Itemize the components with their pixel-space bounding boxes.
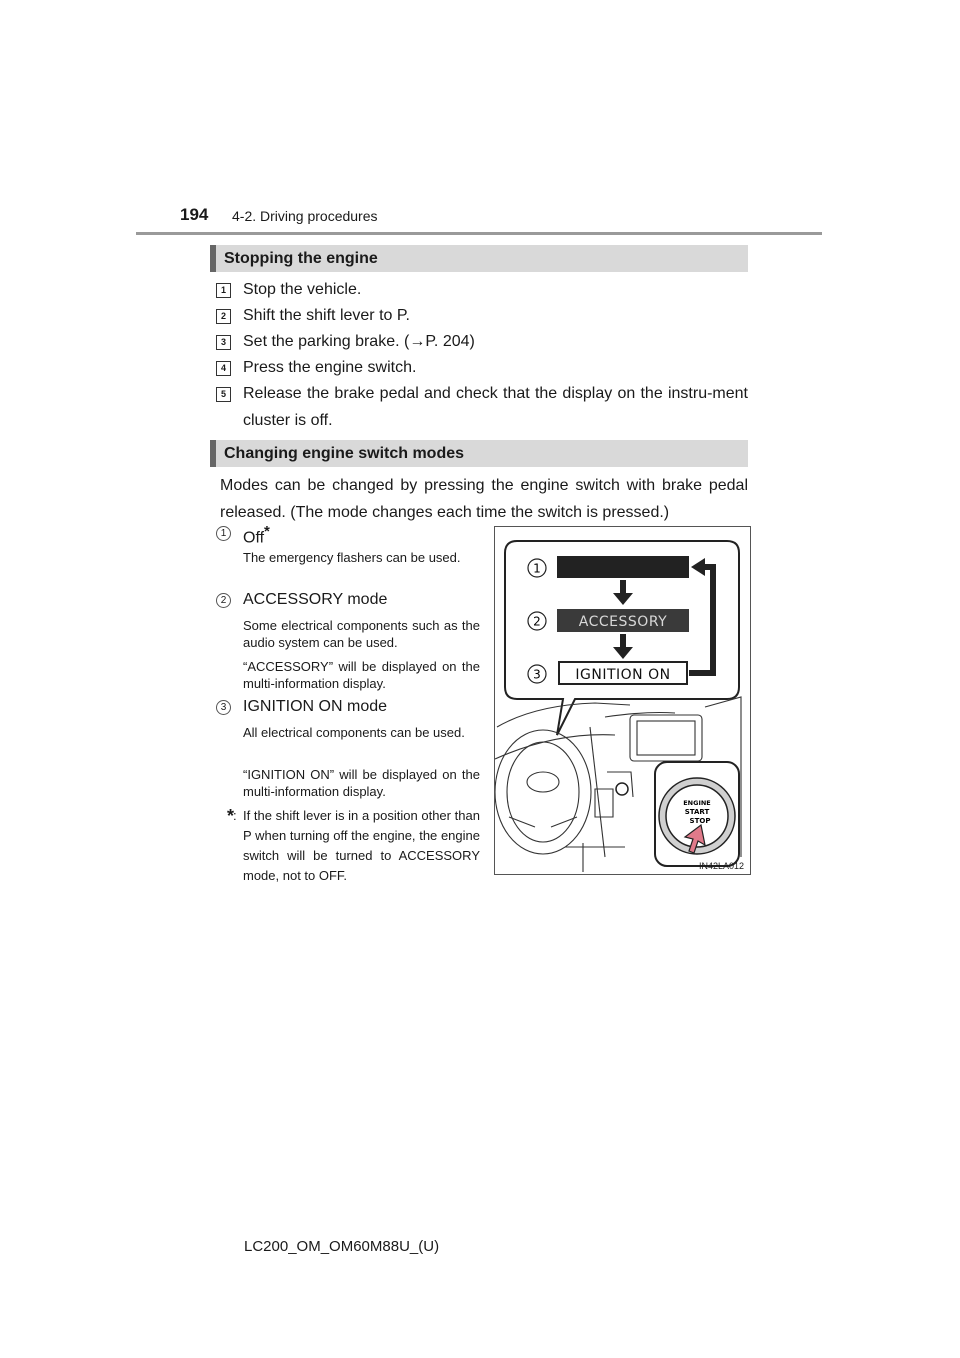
mode-description: Some electrical components such as the audio system can be used.: [243, 618, 480, 650]
header-divider: [136, 232, 822, 235]
callout-2: 2: [533, 614, 541, 629]
footnote-text: : If the shift lever is in a position other than P when turning off the engine, the engine switch will be turned to ACCESSORY mode, not to OFF.: [233, 808, 480, 883]
dashboard-drawing: [495, 527, 750, 874]
document-code: LC200_OM_OM60M88U_(U): [244, 1238, 440, 1255]
mode-title: [243, 523, 270, 547]
section-heading-modes: Changing engine switch modes: [210, 440, 748, 467]
figure-code: IN42LA012: [698, 861, 744, 871]
footnote-mark: *: [264, 523, 270, 540]
display-ignition-label: IGNITION ON: [575, 667, 671, 683]
mode-description: The emergency flashers can be used.: [243, 550, 461, 565]
footnote-body: If the shift lever is in a position other than P when turning off the engine, the engine switch will be turned to ACCESSORY mode, not to OFF.: [243, 808, 480, 883]
step-number: 4: [216, 361, 231, 376]
page-number: 194: [180, 205, 209, 224]
mode-number: 3: [216, 700, 231, 715]
mode-number: 2: [216, 593, 231, 608]
button-label-line: STOP: [689, 817, 711, 825]
callout-1: 1: [533, 561, 541, 576]
step-text: Press the engine switch.: [243, 359, 417, 376]
button-label-line: START: [684, 808, 710, 816]
mode-title: ACCESSORY mode: [243, 591, 388, 608]
button-label-line: ENGINE: [683, 799, 711, 807]
mode-number: 1: [216, 526, 231, 541]
modes-intro: Modes can be changed by pressing the engine switch with brake pedal released. (The mode changes each time the switch is pressed.): [220, 477, 748, 521]
mode-description: All electrical components can be used.: [243, 725, 465, 740]
display-accessory-label: ACCESSORY: [578, 614, 668, 630]
step-text: Stop the vehicle.: [243, 281, 362, 298]
step-number: 3: [216, 335, 231, 350]
step-text: Set the parking brake. (→P. 204): [243, 333, 475, 350]
mode-title: IGNITION ON mode: [243, 698, 388, 715]
callout-3: 3: [533, 667, 541, 682]
footnote-mark: *: [227, 806, 235, 826]
display-off: [557, 556, 689, 578]
section-breadcrumb: 4-2. Driving procedures: [232, 208, 378, 224]
step-number: 1: [216, 283, 231, 298]
step-text: Release the brake pedal and check that the display on the instru-ment cluster is off.: [243, 385, 748, 429]
engine-switch-illustration: [494, 526, 751, 875]
mode-description: “IGNITION ON” will be displayed on the multi-information display.: [243, 767, 480, 799]
step-number: 5: [216, 387, 231, 402]
section-heading-stopping: Stopping the engine: [210, 245, 748, 272]
step-number: 2: [216, 309, 231, 324]
mode-description: “ACCESSORY” will be displayed on the multi-information display.: [243, 659, 480, 691]
mode-title-text: Off: [243, 529, 265, 547]
step-text: Shift the shift lever to P.: [243, 307, 410, 324]
